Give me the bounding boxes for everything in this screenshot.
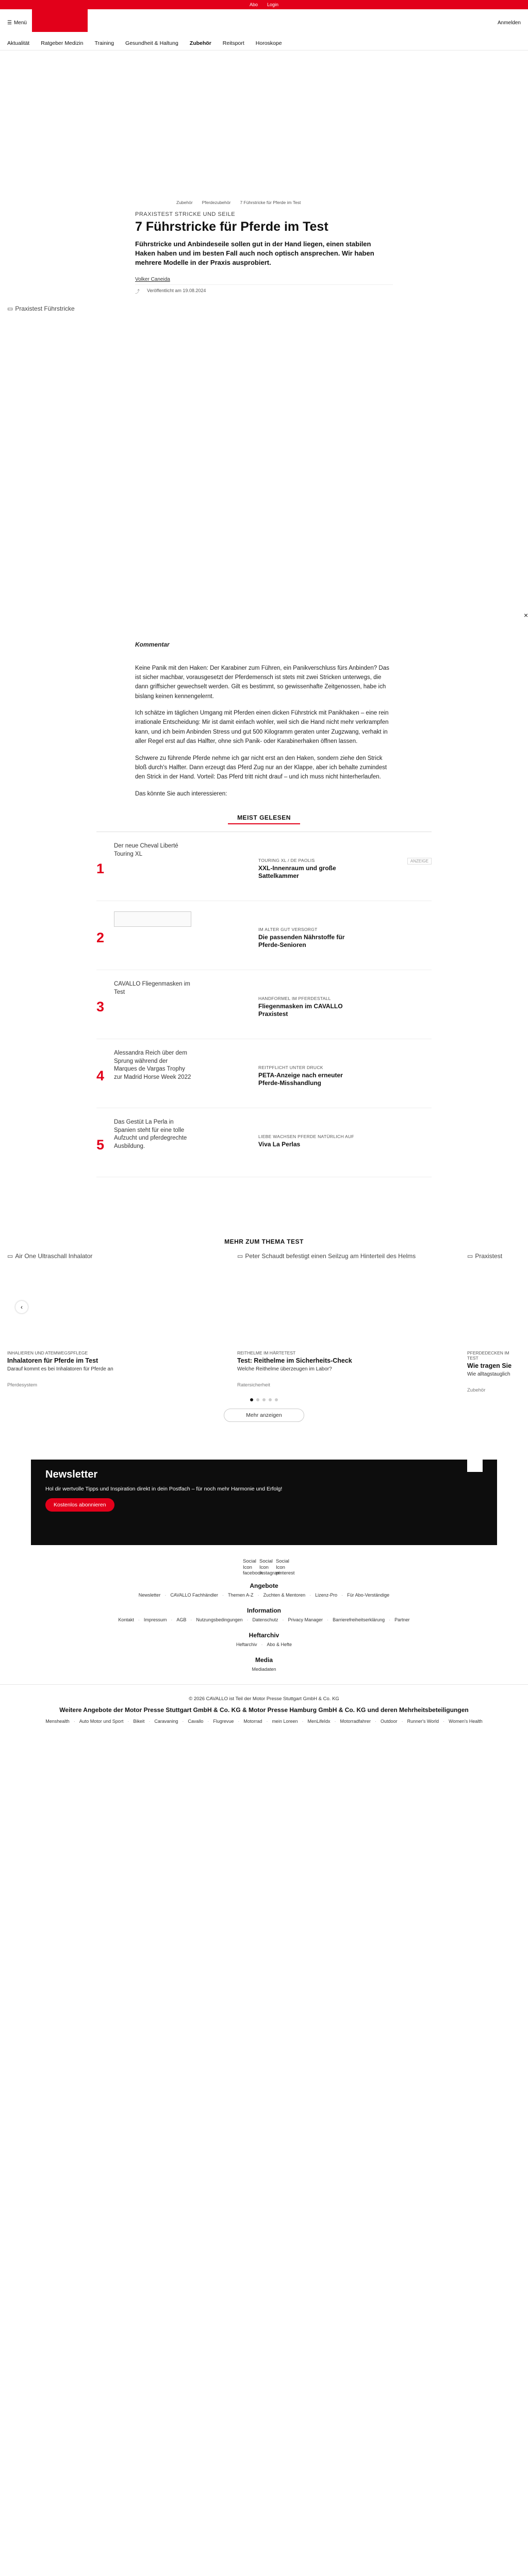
list-item[interactable] [96, 832, 432, 901]
carousel-prev-button[interactable]: ‹ [15, 1301, 28, 1313]
nav-item[interactable]: Gesundheit & Haltung [125, 40, 178, 46]
nav-item[interactable]: Ratgeber Medizin [41, 40, 84, 46]
newsletter-title: Newsletter [45, 1469, 98, 1481]
footer-link[interactable]: · Motorradfahrer [335, 1719, 371, 1724]
footer-link[interactable]: · CAVALLO Fachhändler [164, 1592, 218, 1598]
abo-link[interactable]: Abo [249, 2, 258, 7]
thumbnail[interactable]: Das Gestüt La Perla in Spanien steht für eine tolle Aufzucht und pferdegrechte Ausbildung. [114, 1119, 187, 1149]
nav-item[interactable]: Aktualität [7, 40, 30, 46]
footer-information [0, 1607, 528, 1622]
breadcrumb-item[interactable]: Pferdezubehör [202, 200, 231, 205]
broken-image-icon: ▭ Praxistest Führstricke [7, 305, 75, 313]
carousel-dot[interactable] [262, 1398, 266, 1401]
breadcrumb [176, 200, 393, 205]
menu-icon: ☰ [7, 20, 12, 26]
page-title: 7 Führstricke für Pferde im Test [135, 219, 328, 234]
footer-link[interactable]: Kontakt [118, 1617, 134, 1623]
further-offers-heading: Weitere Angebote der Motor Presse Stuttgart GmbH & Co. KG & Motor Presse Hamburg GmbH & Co. KG und deren Mehrheitsbeteiligungen [59, 1706, 469, 1714]
footer-link[interactable]: · Caravaning [148, 1719, 178, 1724]
list-item-text: IM ALTER GUT VERSORGT Die passenden Nährstoffe für Pferde-Senioren [258, 927, 345, 949]
nav-item[interactable]: Reitsport [222, 40, 244, 46]
menu-button[interactable] [7, 20, 27, 26]
menu-label: Menü [13, 20, 27, 26]
ad-slot-top [0, 50, 528, 200]
thumbnail[interactable]: Der neue Cheval Liberté Touring XL [114, 843, 178, 857]
thumbnail[interactable]: Alessandra Reich über dem Sprung während der Marques de Vargas Trophy zur Madrid Horse Week 2022 [114, 1050, 191, 1080]
newsletter-box [31, 1460, 497, 1545]
carousel-title: MEHR ZUM THEMA TEST [224, 1238, 304, 1246]
meist-gelesen-title: MEIST GELESEN [228, 814, 300, 824]
card-image: ▭ Peter Schaudt befestigt einen Seilzug am Hinterteil des Helms [237, 1252, 416, 1260]
nav-item-active[interactable]: Zubehör [189, 40, 211, 46]
carousel-card[interactable]: ▭ Peter Schaudt befestigt einen Seilzug am Hinterteil des Helms REITHELME IM HÄRTETEST Test: Reithelme im Sicherheits-Check Welche Reithelme überzeugen im Labor? Ratersicherheit [237, 1252, 443, 1393]
footer-link[interactable]: · Privacy Manager [283, 1617, 323, 1622]
article-header [135, 200, 393, 295]
footer-link[interactable]: Menshealth [45, 1718, 70, 1724]
article-meta [135, 284, 393, 295]
nav-item[interactable]: Training [94, 40, 114, 46]
card-image: ▭ Praxistest [467, 1252, 503, 1260]
rank-number: 2 [96, 930, 105, 946]
list-item[interactable] [96, 901, 432, 970]
rank-number: 5 [96, 1137, 105, 1153]
related-intro: Das könnte Sie auch interessieren: [135, 790, 227, 797]
newsletter-image [467, 1460, 483, 1472]
meist-gelesen-list [96, 832, 432, 1177]
thumbnail[interactable]: CAVALLO Fliegenmasken im Test [114, 981, 190, 995]
newsletter-text: Hol dir wertvolle Tipps und Inspiration direkt in dein Postfach – für noch mehr Harmonie und Erfolg! [45, 1486, 283, 1493]
footer-link[interactable]: · mein Loreen [266, 1719, 298, 1724]
breadcrumb-item[interactable]: Zubehör [176, 200, 193, 205]
carousel-card[interactable]: ▭ Praxistest PFERDEDECKEN IM TEST Wie tragen Sie Wie alltagstauglich Zubehör [467, 1252, 514, 1393]
footer-angebote [0, 1582, 528, 1598]
hero-image [0, 305, 528, 640]
list-item-text: TOURING XL / DE PAOLIS XXL-Innenraum und große Sattelkammer [258, 858, 336, 880]
promo-bar [0, 0, 528, 9]
list-item[interactable] [96, 970, 432, 1039]
footer-link[interactable]: · Motorrad [238, 1719, 262, 1724]
author-link[interactable]: Volker Caneida [135, 277, 170, 283]
footer-link[interactable]: · MenLifeIdx [302, 1719, 330, 1724]
publish-date: Veröffentlicht am 19.08.2024 [147, 288, 206, 294]
login-link[interactable]: Login [267, 2, 279, 7]
footer-link[interactable]: · Bikeit [127, 1719, 144, 1724]
footer-media [0, 1656, 528, 1672]
footer-heading: Media [255, 1656, 273, 1664]
footer-link[interactable]: · Themen A-Z [222, 1592, 254, 1598]
footer-heading: Information [247, 1607, 281, 1615]
footer-link[interactable]: · Zuchten & Mentoren [258, 1592, 306, 1598]
footer-link[interactable]: · Cavallo [182, 1719, 203, 1724]
list-item[interactable] [96, 1039, 432, 1108]
main-nav [0, 36, 528, 50]
article-lead: Führstricke und Anbindeseile sollen gut in der Hand liegen, einen stabilen Haken haben und im besten Fall auch noch optisch ansprechen. Wir haben mehrere Modelle in der Praxis ausprobiert. [135, 240, 374, 267]
carousel-dot[interactable] [256, 1398, 259, 1401]
site-header [0, 9, 528, 36]
footer-link[interactable]: Heftarchiv [236, 1642, 257, 1648]
ad-slot-mid [0, 1177, 528, 1234]
footer-link[interactable]: · Women's Health [443, 1719, 483, 1724]
breadcrumb-item: 7 Führstricke für Pferde im Test [240, 200, 301, 205]
footer-link[interactable]: · Barrierefreiheitserklärung [327, 1617, 385, 1622]
footer-link[interactable]: · Datenschutz [247, 1617, 278, 1622]
paragraph: Schwere zu führende Pferde nehme ich gar nicht erst an den Haken, sondern ziehe den Strick bloß durch's Halfter. Dann erzeugt das Pferd Zug nur an der Klappe, aber ich behalte zumindest den Strick in der Hand. Vorteil: Das Pferd tritt nicht drauf – und ich muss nicht hinterherlaufen. [135, 755, 387, 781]
comment-heading: Kommentar [135, 641, 170, 649]
footer-link[interactable]: · Für Abo-Verständige [341, 1592, 389, 1598]
footer-link[interactable]: Mediadaten [252, 1667, 276, 1672]
login-button[interactable]: Anmelden [497, 20, 521, 26]
site-logo[interactable] [32, 9, 88, 32]
carousel-track [0, 1252, 528, 1393]
nav-item[interactable]: Horoskope [255, 40, 282, 46]
list-item-text: LIEBE WACHSEN PFERDE NATÜRLICH AUF Viva La Perlas [258, 1134, 354, 1148]
article-kicker: PRAXISTEST STRICKE UND SEILE [135, 211, 236, 217]
paragraph: Keine Panik mit den Haken: Der Karabiner zum Führen, ein Panikverschluss fürs Anbinden? Das ist sicher machbar, vorausgesetzt der Pferdemensch ist stets mit zwei Stricken unterwegs, die dann griffsicher gewechselt werden. Gilt es bestimmt, so gewissenhafte Zeitgenossen, habe ich bislang keinen kennengelernt. [135, 665, 389, 700]
list-item-text: HANDFORMEL IM PFERDESTALL Fliegenmasken im CAVALLO Praxistest [258, 996, 343, 1018]
rank-number: 4 [96, 1068, 105, 1084]
carousel-card[interactable]: ▭ Air One Ultraschall Inhalator INHALIEREN UND ATEMWEGSPFLEGE Inhalatoren für Pferde im Test Darauf kommt es bei Inhalatoren für Pferde an Pferdesystem [7, 1252, 213, 1393]
carousel-dot[interactable] [275, 1398, 278, 1401]
newsletter-subscribe-button[interactable]: Kostenlos abonnieren [45, 1498, 114, 1512]
further-offers-links [27, 1719, 501, 1724]
pinterest-icon[interactable]: Social Icon pinterest [276, 1558, 295, 1576]
rank-number: 1 [96, 861, 105, 877]
copyright: © 2026 CAVALLO ist Teil der Motor Presse Stuttgart GmbH & Co. KG [0, 1684, 528, 1702]
instagram-icon[interactable]: Social Icon instagram [259, 1558, 281, 1576]
social-links [0, 1558, 528, 1579]
footer-link[interactable]: · Outdoor [375, 1719, 398, 1724]
rank-number: 3 [96, 999, 105, 1015]
list-item[interactable] [96, 1108, 432, 1177]
footer-link[interactable]: · AGB [171, 1617, 186, 1622]
thumbnail[interactable] [114, 911, 191, 958]
share-icon[interactable]: ⤴ [135, 289, 140, 295]
footer-link[interactable]: · Nutzungsbedingungen [190, 1617, 242, 1622]
footer-heftarchiv [0, 1632, 528, 1647]
footer-link[interactable]: · Auto Motor und Sport [74, 1719, 124, 1724]
carousel-dot[interactable] [269, 1398, 272, 1401]
footer-heading: Angebote [250, 1582, 278, 1590]
paragraph: Ich schätze im täglichen Umgang mit Pferden einen dicken Führstrick mit Panikhaken – eine rein irrationale Entscheidung: Mir ist damit einfach wohler, weil sich die Hand nicht mehr verkrampfen kann, und ich beim Anbinden Stress und gut 500 Kilogramm geraten unter Zugzwang, verhakt in aller Regel erst auf das Halfter, ohne sich Panik- oder Karabinerhaken öffnen lassen. [135, 710, 389, 745]
footer-link[interactable]: · Impressum [138, 1617, 167, 1622]
article-body [135, 640, 393, 799]
carousel-dots [0, 1398, 528, 1401]
carousel-dot[interactable] [250, 1398, 253, 1401]
footer-link[interactable]: · Abo & Hefte [261, 1642, 292, 1647]
footer-link[interactable]: Newsletter [138, 1592, 161, 1598]
related-carousel [0, 1238, 528, 1419]
footer-heading: Heftarchiv [249, 1632, 279, 1639]
show-more-button[interactable]: Mehr anzeigen [224, 1409, 304, 1422]
ad-badge: ANZEIGE [407, 858, 432, 865]
footer-link[interactable]: · Lizenz-Pro [309, 1592, 337, 1598]
card-image: ▭ Air One Ultraschall Inhalator [7, 1252, 93, 1260]
list-item-text: REITPFLICHT UNTER DRUCK PETA-Anzeige nach erneuter Pferde-Misshandlung [258, 1065, 343, 1087]
close-icon[interactable]: × [523, 611, 528, 620]
footer-link[interactable]: · Partner [389, 1617, 410, 1622]
facebook-icon[interactable]: Social Icon facebook [243, 1558, 263, 1576]
footer-link[interactable]: · Flugrevue [207, 1719, 234, 1724]
footer-link[interactable]: · Runner's World [402, 1719, 439, 1724]
